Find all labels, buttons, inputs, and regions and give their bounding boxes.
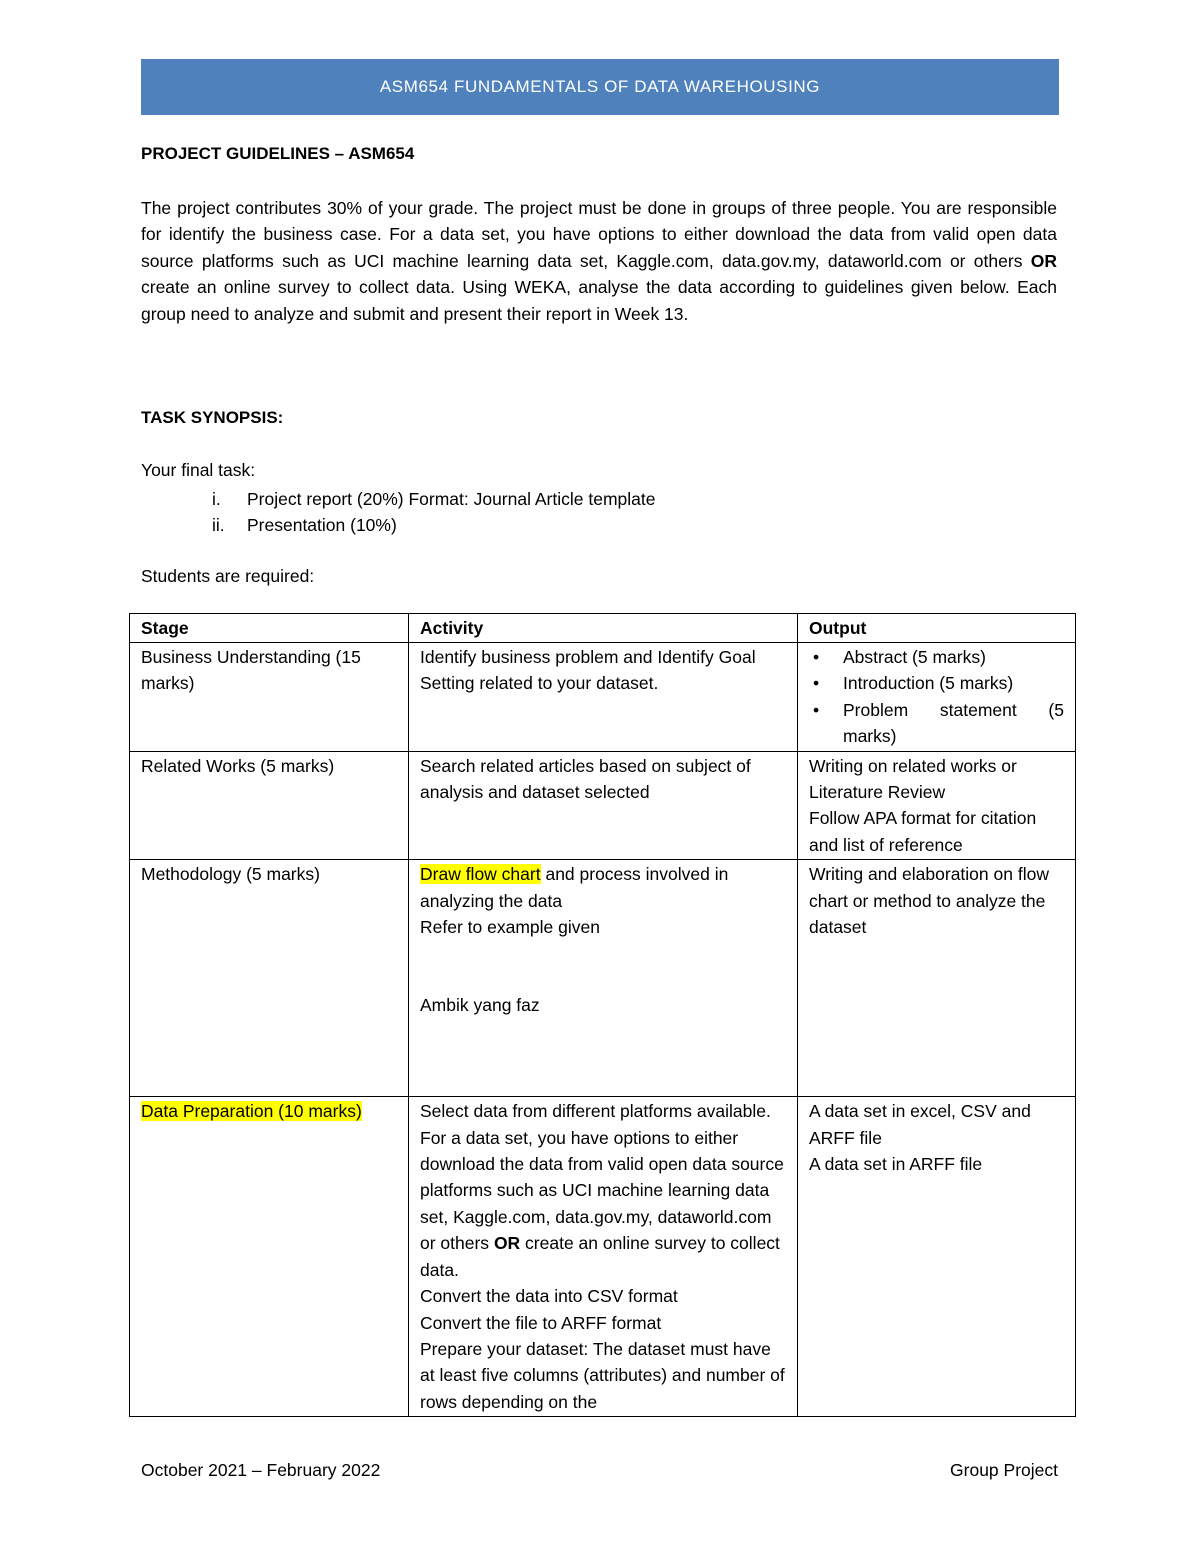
activity-cell: Identify business problem and Identify Goal Setting related to your dataset. bbox=[409, 643, 798, 752]
footer-label: Group Project bbox=[950, 1460, 1058, 1480]
bullet-icon: • bbox=[813, 699, 820, 720]
table-row bbox=[130, 860, 1076, 1097]
highlighted-text: Draw flow chart bbox=[420, 864, 541, 885]
stage-cell: Related Works (5 marks) bbox=[130, 751, 409, 860]
activity-cell bbox=[409, 860, 798, 1097]
output-line: A data set in excel, CSV and ARFF file bbox=[809, 1101, 1031, 1148]
stage-cell bbox=[130, 1097, 409, 1417]
footer-date-range: October 2021 – February 2022 bbox=[141, 1460, 381, 1480]
activity-line: Draw flow chart and process involved in analyzing the data bbox=[420, 864, 729, 911]
output-cell bbox=[798, 643, 1076, 752]
task-text: Project report (20%) Format: Journal Article template bbox=[247, 489, 656, 509]
page-title: PROJECT GUIDELINES – ASM654 bbox=[141, 144, 415, 163]
column-header-output: Output bbox=[798, 614, 1076, 643]
activity-line: Ambik yang faz bbox=[420, 995, 540, 1016]
intro-text-1: The project contributes 30% of your grade. The project must be done in groups of three people. You are responsible for identify the business case. For a data set, you have options to either download the data from valid open data source platforms such as UCI machine learning data set, Kaggle.com, data.gov.my, dataworld.com or others bbox=[141, 198, 1057, 271]
task-number: ii. bbox=[212, 515, 225, 535]
intro-paragraph bbox=[141, 195, 1057, 327]
output-cell: Writing and elaboration on flow chart or method to analyze the dataset bbox=[798, 860, 1076, 1097]
final-task-label: Your final task: bbox=[141, 460, 256, 480]
stage-cell: Methodology (5 marks) bbox=[130, 860, 409, 1097]
activity-cell: Search related articles based on subject of analysis and dataset selected bbox=[409, 751, 798, 860]
task-number: i. bbox=[212, 489, 221, 509]
output-bullet-list bbox=[809, 644, 1064, 750]
activity-line: Convert the file to ARFF format bbox=[420, 1312, 662, 1333]
list-item bbox=[141, 486, 1041, 512]
activity-line: Convert the data into CSV format bbox=[420, 1286, 678, 1307]
output-cell bbox=[798, 751, 1076, 860]
list-item: • Problem statement (5 marks) bbox=[809, 697, 1064, 750]
column-header-stage: Stage bbox=[130, 614, 409, 643]
header-banner-text: ASM654 FUNDAMENTALS OF DATA WAREHOUSING bbox=[379, 77, 821, 96]
table-row bbox=[130, 1097, 1076, 1417]
list-item bbox=[141, 512, 1041, 538]
bullet-icon: • bbox=[813, 673, 820, 694]
column-header-activity: Activity bbox=[409, 614, 798, 643]
document-header-banner bbox=[141, 59, 1059, 115]
synopsis-heading: TASK SYNOPSIS: bbox=[141, 408, 284, 427]
task-text: Presentation (10%) bbox=[247, 515, 397, 535]
output-line: Writing on related works or Literature Review bbox=[809, 755, 1017, 803]
activity-line: Prepare your dataset: The dataset must have at least five columns (attributes) and number of rows depending on the bbox=[420, 1338, 785, 1412]
students-required-label: Students are required: bbox=[141, 566, 315, 586]
table-row bbox=[130, 643, 1076, 752]
highlighted-text: Data Preparation (10 marks) bbox=[141, 1101, 362, 1122]
table-header-row bbox=[130, 614, 1076, 643]
task-list bbox=[141, 486, 1041, 538]
activity-line: Select data from different platforms available. For a data set, you have options to either download the data from valid open data source platforms such as UCI machine learning data set, Kaggle.com, data.gov.my, dataworld.com or others OR create an online survey to collect data. bbox=[420, 1101, 784, 1280]
output-line: A data set in ARFF file bbox=[809, 1154, 983, 1175]
output-line: Follow APA format for citation and list of reference bbox=[809, 808, 1037, 855]
activity-cell bbox=[409, 1097, 798, 1417]
intro-text-2: create an online survey to collect data. Using WEKA, analyse the data according to guidelines given below. Each group need to analyze and submit and present their report in Week 13. bbox=[141, 277, 1057, 324]
stages-table bbox=[129, 613, 1076, 1417]
bullet-icon: • bbox=[813, 647, 820, 667]
list-item: • Abstract (5 marks) bbox=[809, 644, 1064, 670]
table-row bbox=[130, 751, 1076, 860]
list-item: • Introduction (5 marks) bbox=[809, 670, 1064, 696]
output-cell bbox=[798, 1097, 1076, 1417]
stage-cell: Business Understanding (15 marks) bbox=[130, 643, 409, 752]
activity-line: Refer to example given bbox=[420, 917, 600, 938]
intro-or: OR bbox=[1030, 250, 1057, 271]
